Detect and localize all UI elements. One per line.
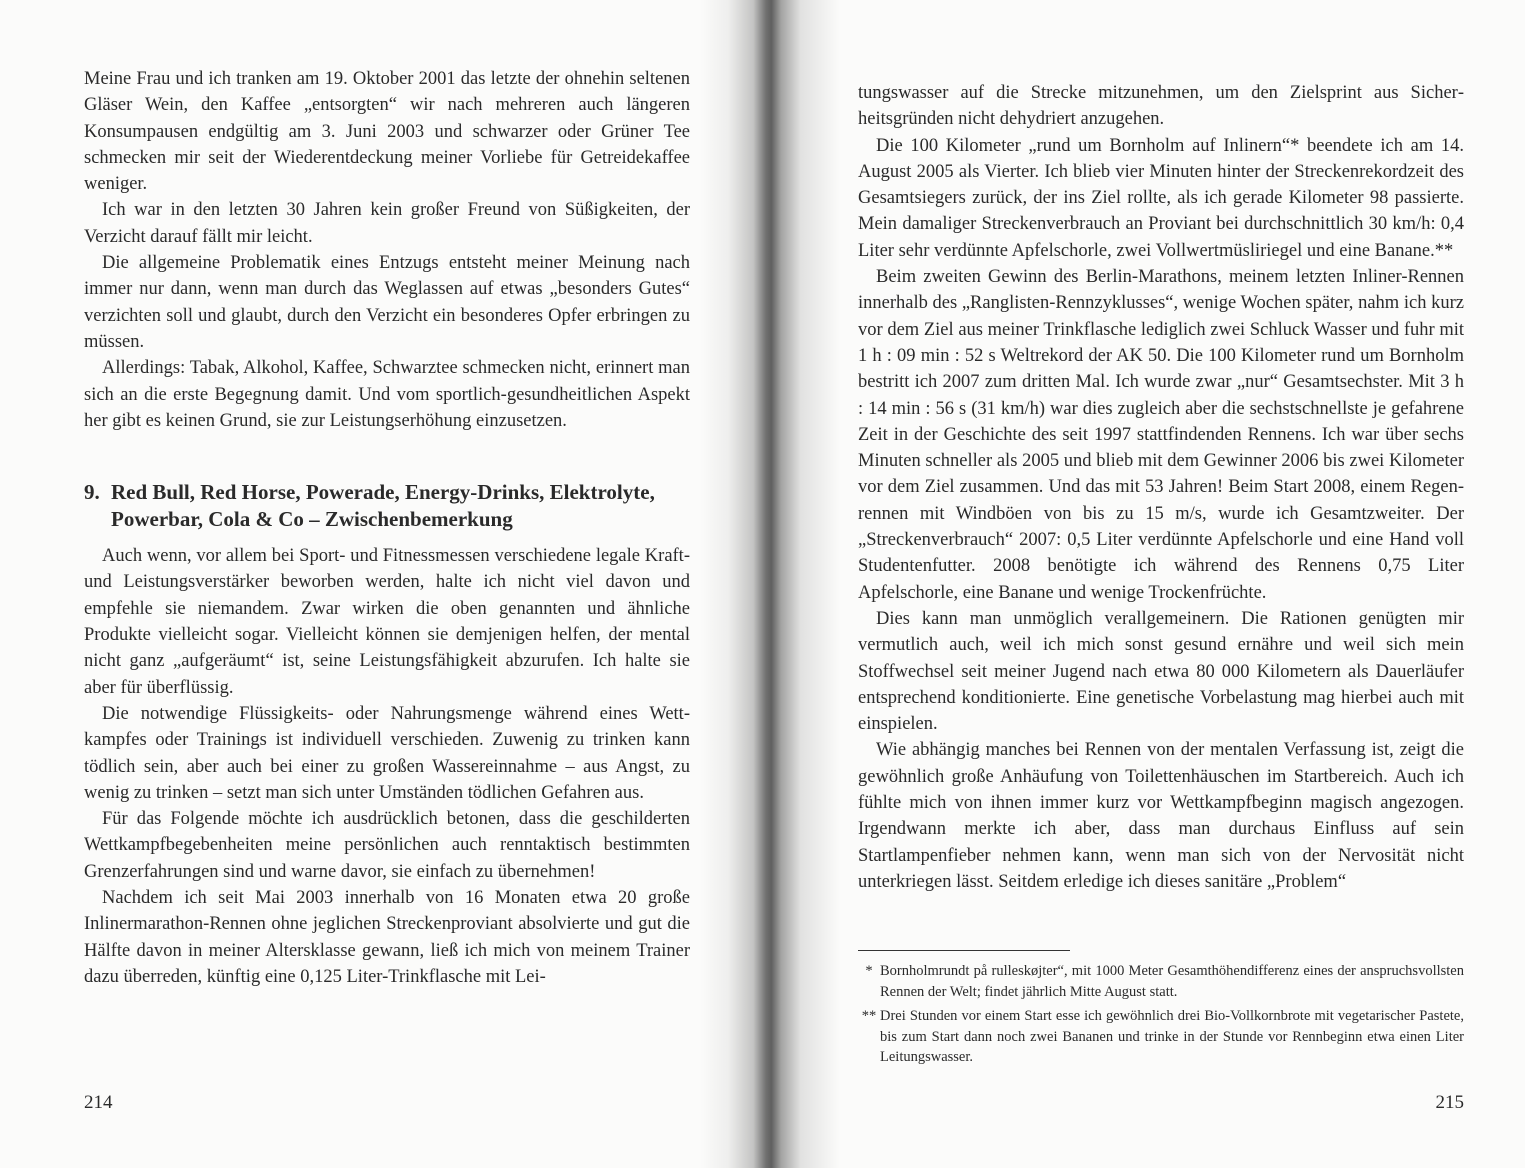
chapter-heading — [84, 479, 690, 533]
footnote-text: Bornholmrundt på rulleskøjter“, mit 1000 Meter Gesamthöhendifferenz eines der anspruchsvollsten Rennen der Welt; findet jährlich Mitte August statt. — [880, 963, 1464, 1000]
paragraph-continued: tungswasser auf die Strecke mitzunehmen, um den Zielsprint aus Sicherheitsgründen nicht dehydriert anzugehen. — [858, 83, 1464, 130]
footnotes — [858, 950, 1464, 1072]
footnote — [858, 961, 1464, 1002]
footnote — [858, 1006, 1464, 1068]
paragraph: Dies kann man unmöglich verallgemeinern. Die Rationen genügten mir vermutlich auch, weil ich mich sonst gesund ernähre und weil sich mein Stoffwechsel seit meiner Jugend nach etwa 80 000 Kilometern als Dauerläufer entsprechend konditionierte. Eine genetische Vorbelastung mag hierbei auch mit einspielen. — [858, 608, 1464, 735]
paragraph: Die allgemeine Problematik eines Entzugs entsteht meiner Meinung nach immer nur dann, wenn man durch das Weglassen auf etwas „besonders Gutes“ verzichten soll und glaubt, durch den Verzicht ein besonderes Opfer erbringen zu müssen. — [84, 253, 690, 352]
footnote-text: Drei Stunden vor einem Start esse ich gewöhnlich drei Bio-Vollkornbrote mit vegetarischer Pastete, bis zum Start dann noch zwei Bananen und trinke in der Stunde vor Rennbeginn etwa einen Liter Leitungswasser. — [880, 1008, 1464, 1065]
paragraph: Die notwendige Flüssigkeits- oder Nahrungsmenge während eines Wettkampfes oder Trainings ist individuell verschieden. Zuwenig zu trinken kann tödlich sein, aber auch bei einer zu großen Wassereinnahme – aus Angst, zu wenig zu trinken – setzt man sich unter Umständen tödlichen Gefahren aus. — [84, 703, 690, 803]
right-page — [858, 0, 1464, 1168]
paragraph: Allerdings: Tabak, Alkohol, Kaffee, Schwarztee schmecken nicht, erinnert man sich an die erste Begegnung damit. Und vom sportlich-gesundheitlichen Aspekt her gibt es keinen Grund, sie zur Leistungserhöhung einzusetzen. — [84, 358, 690, 431]
footnote-mark: * — [865, 963, 873, 979]
paragraph: Die 100 Kilometer „rund um Bornholm auf Inlinern“* beendete ich am 14. August 2005 als Vierter. Ich blieb vier Minuten hinter der Streckenrekordzeit des Gesamtsiegers zurück, der ins Ziel rollte, als ich gerade Kilometer 98 passierte. Mein damaliger Streckenverbrauch an Proviant bei durchschnittlich 30 km/h: 0,4 Liter sehr verdünnte Apfelschorle, zwei Vollwertmüsliriegel und eine Banane.** — [858, 135, 1464, 261]
paragraph: Meine Frau und ich tranken am 19. Oktober 2001 das letzte der ohnehin seltenen Gläser Wein, den Kaffee „entsorgten“ wir nach mehreren auch längeren Konsumpausen endgültig am 3. Juni 2003 und schwarzer oder Grüner Tee schmecken mir seit der Wiederentdeckung meiner Vorliebe für Getreidekaffee weniger. — [84, 69, 690, 195]
chapter-title: Red Bull, Red Horse, Powerade, Energy-Drinks, Elektrolyte, Powerbar, Cola & Co – Zwischenbemerkung — [111, 480, 655, 532]
right-body-text — [858, 80, 1464, 895]
paragraph: Ich war in den letzten 30 Jahren kein großer Freund von Süßigkeiten, der Verzicht darauf fällt mir leicht. — [84, 200, 690, 247]
page-number-right: 215 — [1435, 1092, 1464, 1113]
paragraph: Wie abhängig manches bei Rennen von der mentalen Verfassung ist, zeigt die gewöhnlich große Anhäufung von Toilettenhäuschen im Startbereich. Auch ich fühlte mich von ihnen immer kurz vor Wettkampfbeginn magisch angezogen. Irgendwann merkte ich aber, dass man durchaus Einfluss auf sein Startlampenfieber nehmen kann, wenn man sich von der Nervosität nicht unterkriegen lässt. Seitdem erledige ich dieses sanitäre „Problem“ — [858, 740, 1464, 892]
left-body-text — [84, 66, 690, 990]
paragraph: Nachdem ich seit Mai 2003 innerhalb von 16 Monaten etwa 20 große Inlinermarathon-Rennen ohne jeglichen Streckenproviant absolvierte und gut die Hälfte davon in meiner Altersklasse gewann, ließ ich mich von meinem Trainer dazu überreden, künftig eine 0,125 Liter-Trinkflasche mit Lei- — [84, 888, 690, 987]
paragraph: Beim zweiten Gewinn des Berlin-Marathons, meinem letzten Inliner-Rennen innerhalb des „Ranglisten-Rennzyklusses“, wenige Wochen später, nahm ich kurz vor dem Ziel aus meiner Trinkflasche lediglich zwei Schluck Wasser und fuhr mit 1 h : 09 min : 52 s Weltrekord der AK 50. Die 100 Kilometer rund um Bornholm bestritt ich 2007 zum dritten Mal. Ich wurde zwar „nur“ Gesamtsechster. Mit 3 h : 14 min : 56 s (31 km/h) war dies zugleich aber die sechstschnellste je gefahrene Zeit in der Geschichte des seit 1997 stattfindenden Rennens. Ich war über sechs Minuten schneller als 2005 und blieb mit dem Gewinner 2006 bis zwei Kilometer vor dem Ziel zusammen. Und das mit 53 Jahren! Beim Start 2008, einem Regenrennen mit Windböen von bis zu 15 m/s, wurde ich Gesamtzweiter. Der „Streckenverbrauch“ 2007: 0,5 Liter verdünnte Apfelschorle und eine Hand voll Studentenfutter. 2008 benötigte ich während des Rennens 0,75 Liter Apfelschorle, eine Banane und wenige Trockenfrüchte. — [858, 267, 1464, 603]
footnote-mark: ** — [861, 1008, 877, 1024]
book-gutter-shadow — [700, 0, 840, 1168]
footnote-rule — [858, 950, 1070, 951]
left-page — [84, 0, 690, 1168]
page-number-left: 214 — [84, 1092, 113, 1113]
paragraph: Für das Folgende möchte ich ausdrücklich betonen, dass die geschilderten Wettkampfbegebenheiten meine persönlichen auch renntaktisch bestimmten Grenzerfahrungen sind und warne davor, sie einfach zu übernehmen! — [84, 809, 690, 882]
chapter-number: 9. — [84, 480, 100, 505]
paragraph: Auch wenn, vor allem bei Sport- und Fitnessmessen verschiedene legale Kraft- und Leistungsverstärker beworben werden, halte ich nicht viel davon und empfehle sie niemandem. Zwar wirken die oben genannten und ähnliche Produkte vielleicht sogar. Vielleicht können sie demjenigen helfen, der mental nicht ganz „aufgeräumt“ ist, seine Leistungsfähigkeit abzurufen. Ich halte sie aber für überflüssig. — [84, 546, 690, 698]
